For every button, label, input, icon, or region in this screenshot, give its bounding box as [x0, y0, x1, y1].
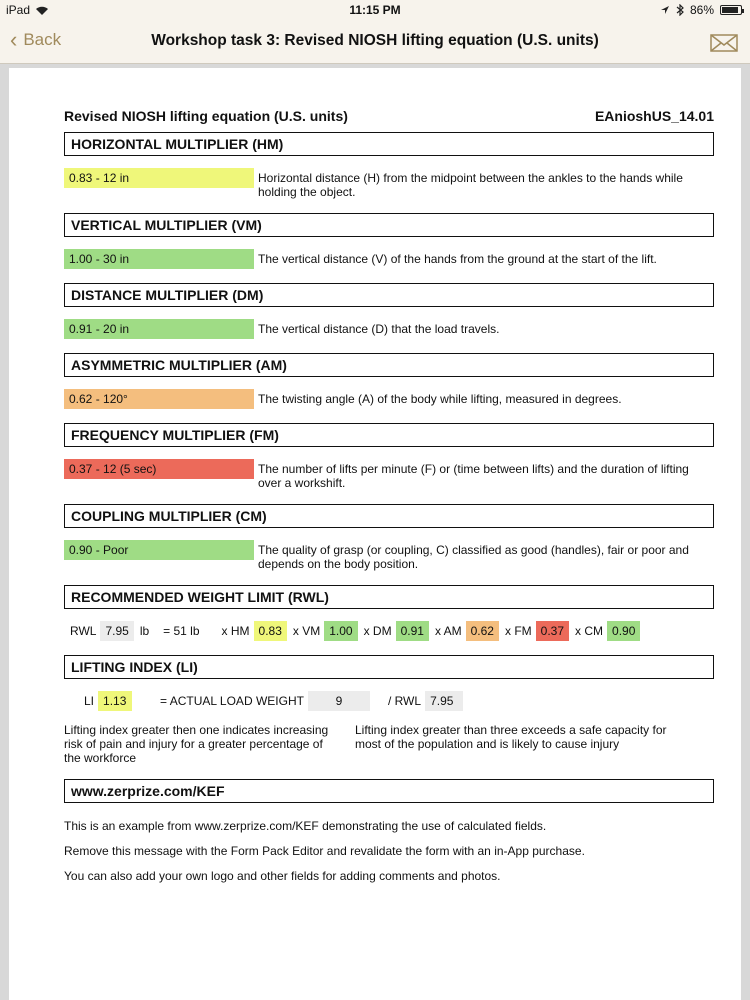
li-load-value[interactable]: 9 — [308, 691, 370, 711]
mail-icon[interactable] — [710, 34, 738, 52]
carrier-label: iPad — [6, 3, 31, 17]
footer-line-2: Remove this message with the Form Pack Editor and revalidate the form with an in-App purchase. — [64, 844, 585, 858]
status-bar — [0, 0, 750, 20]
section-vm-header: VERTICAL MULTIPLIER (VM) — [64, 213, 714, 237]
li-calculation — [84, 691, 714, 711]
section-fm-header: FREQUENCY MULTIPLIER (FM) — [64, 423, 714, 447]
rwl-cm-label: x CM — [575, 624, 604, 638]
back-label: Back — [23, 30, 62, 49]
bluetooth-icon — [676, 4, 684, 16]
nav-title: Workshop task 3: Revised NIOSH lifting equation (U.S. units) — [151, 32, 599, 49]
section-rwl-header: RECOMMENDED WEIGHT LIMIT (RWL) — [64, 585, 714, 609]
li-notes — [64, 723, 714, 765]
vm-description: The vertical distance (V) of the hands from the ground at the start of the lift. — [258, 252, 657, 266]
section-hm-header: HORIZONTAL MULTIPLIER (HM) — [64, 132, 714, 156]
footer-line-1: This is an example from www.zerprize.com/KEF demonstrating the use of calculated fields. — [64, 819, 547, 833]
rwl-am-value: 0.62 — [466, 621, 499, 641]
li-note-right: Lifting index greater than three exceeds a safe capacity for most of the population and is likely to cause injury — [355, 723, 667, 751]
top-bar — [0, 0, 750, 64]
cm-field[interactable]: 0.90 - Poor — [64, 540, 254, 560]
vm-field[interactable]: 1.00 - 30 in — [64, 249, 254, 269]
location-icon — [660, 5, 670, 15]
fm-field[interactable]: 0.37 - 12 (5 sec) — [64, 459, 254, 479]
rwl-fm-label: x FM — [504, 624, 532, 638]
rwl-equals: = 51 lb — [163, 624, 200, 638]
dm-description: The vertical distance (D) that the load travels. — [258, 322, 500, 336]
rwl-am-label: x AM — [434, 624, 462, 638]
footer-header: www.zerprize.com/KEF — [64, 779, 714, 803]
doc-title: Revised NIOSH lifting equation (U.S. units) — [64, 108, 348, 124]
rwl-fm-value: 0.37 — [536, 621, 569, 641]
li-load-label: = ACTUAL LOAD WEIGHT — [160, 694, 304, 708]
hm-description: Horizontal distance (H) from the midpoint between the ankles to the hands while holding the object. — [258, 171, 683, 199]
status-time: 11:15 PM — [349, 3, 401, 17]
doc-code: EAnioshUS_14.01 — [594, 108, 714, 124]
rwl-dm-value: 0.91 — [396, 621, 429, 641]
footer-text — [64, 819, 714, 884]
section-am-header: ASYMMETRIC MULTIPLIER (AM) — [64, 353, 714, 377]
footer-line-3: You can also add your own logo and other fields for adding comments and photos. — [64, 869, 501, 883]
rwl-vm-value: 1.00 — [324, 621, 357, 641]
rwl-label: RWL — [70, 624, 97, 638]
rwl-cm-value: 0.90 — [607, 621, 640, 641]
chevron-left-icon: ‹ — [10, 27, 18, 52]
li-note-left: Lifting index greater then one indicates increasing risk of pain and injury for a greater percentage of the workforce — [64, 723, 329, 765]
section-dm-header: DISTANCE MULTIPLIER (DM) — [64, 283, 714, 307]
li-value: 1.13 — [98, 691, 132, 711]
hm-field[interactable]: 0.83 - 12 in — [64, 168, 254, 188]
battery-icon — [720, 5, 742, 15]
am-description: The twisting angle (A) of the body while lifting, measured in degrees. — [258, 392, 622, 406]
cm-description: The quality of grasp (or coupling, C) classified as good (handles), fair or poor and depends on the body position. — [258, 543, 689, 571]
rwl-hm-label: x HM — [221, 624, 250, 638]
rwl-value: 7.95 — [100, 621, 133, 641]
section-li-header: LIFTING INDEX (LI) — [64, 655, 714, 679]
rwl-calculation — [70, 621, 714, 641]
doc-header — [64, 108, 714, 124]
rwl-unit: lb — [139, 624, 150, 638]
form-document — [64, 108, 714, 884]
form-page — [9, 68, 741, 1000]
section-cm-header: COUPLING MULTIPLIER (CM) — [64, 504, 714, 528]
rwl-dm-label: x DM — [363, 624, 392, 638]
li-label: LI — [84, 694, 95, 708]
battery-percent: 86% — [689, 3, 714, 17]
am-field[interactable]: 0.62 - 120° — [64, 389, 254, 409]
fm-description: The number of lifts per minute (F) or (time between lifts) and the duration of lifting over a workshift. — [258, 462, 689, 490]
dm-field[interactable]: 0.91 - 20 in — [64, 319, 254, 339]
rwl-vm-label: x VM — [292, 624, 321, 638]
rwl-hm-value: 0.83 — [254, 621, 287, 641]
li-rwl-value: 7.95 — [425, 691, 463, 711]
li-rwl-label: / RWL — [387, 694, 422, 708]
